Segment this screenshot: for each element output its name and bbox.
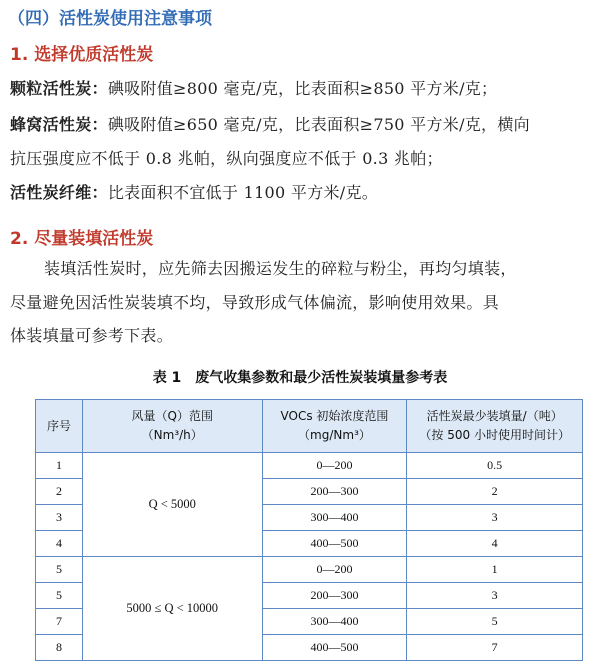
carbon-fiber-spec — [10, 180, 594, 203]
table-header-row — [36, 400, 583, 453]
paragraph-line-2: 尽量避免因活性炭装填不均，导致形成气体偏流，影响使用效果。具 — [10, 293, 500, 312]
serial-cell: 5 — [36, 583, 83, 609]
header-airflow-range: 风量（Q）范围 （Nm³/h） — [82, 400, 262, 453]
header-min-fill-amount: 活性炭最少装填量/（吨） （按 500 小时使用时间计） — [407, 400, 583, 453]
table-row — [36, 453, 583, 479]
fill-amount-cell: 3 — [407, 583, 583, 609]
granular-carbon-term: 颗粒活性炭： — [10, 79, 108, 98]
serial-cell: 1 — [36, 453, 83, 479]
granular-carbon-spec — [10, 76, 594, 99]
fill-amount-cell: 1 — [407, 557, 583, 583]
fill-amount-cell: 5 — [407, 609, 583, 635]
fill-amount-cell: 2 — [407, 479, 583, 505]
heading-select-quality-carbon: 1. 选择优质活性炭 — [10, 45, 154, 65]
honeycomb-carbon-spec — [10, 112, 594, 135]
vocs-range-cell: 0—200 — [262, 557, 407, 583]
honeycomb-carbon-text-continued: 抗压强度应不低于 0.8 兆帕，纵向强度应不低于 0.3 兆帕； — [10, 149, 443, 168]
serial-cell: 5 — [36, 557, 83, 583]
vocs-range-cell: 200—300 — [262, 583, 407, 609]
vocs-range-cell: 400—500 — [262, 531, 407, 557]
carbon-fiber-text: 比表面积不宜低于 1100 平方米/克。 — [107, 183, 379, 202]
vocs-range-cell: 300—400 — [262, 505, 407, 531]
vocs-range-cell: 200—300 — [262, 479, 407, 505]
reference-table — [35, 399, 583, 661]
carbon-fiber-term: 活性炭纤维： — [10, 183, 108, 202]
table-caption: 表 1 废气收集参数和最少活性炭装填量参考表 — [152, 370, 448, 386]
fill-amount-cell: 3 — [407, 505, 583, 531]
serial-cell: 3 — [36, 505, 83, 531]
honeycomb-carbon-term: 蜂窝活性炭： — [10, 115, 108, 134]
paragraph-line-1: 装填活性炭时，应先筛去因搬运发生的碎粒与粉尘，再均匀填装， — [44, 259, 517, 278]
fill-amount-cell: 7 — [407, 635, 583, 661]
fill-amount-cell: 0.5 — [407, 453, 583, 479]
vocs-range-cell: 400—500 — [262, 635, 407, 661]
heading-fill-carbon: 2. 尽量装填活性炭 — [10, 229, 154, 249]
serial-cell: 4 — [36, 531, 83, 557]
fill-amount-cell: 4 — [407, 531, 583, 557]
table-row — [36, 557, 583, 583]
serial-cell: 2 — [36, 479, 83, 505]
paragraph-line-3: 体装填量可参考下表。 — [10, 326, 174, 345]
airflow-group-cell: Q < 5000 — [82, 453, 262, 557]
honeycomb-carbon-text: 碘吸附值≥650 毫克/克，比表面积≥750 平方米/克，横向 — [107, 115, 530, 134]
vocs-range-cell: 300—400 — [262, 609, 407, 635]
granular-carbon-text: 碘吸附值≥800 毫克/克，比表面积≥850 平方米/克； — [107, 79, 498, 98]
serial-cell: 8 — [36, 635, 83, 661]
airflow-group-cell: 5000 ≤ Q < 10000 — [82, 557, 262, 661]
header-vocs-range: VOCs 初始浓度范围 （mg/Nm³） — [262, 400, 407, 453]
section-title: （四）活性炭使用注意事项 — [8, 9, 212, 29]
serial-cell: 7 — [36, 609, 83, 635]
vocs-range-cell: 0—200 — [262, 453, 407, 479]
header-serial-number: 序号 — [36, 400, 83, 453]
